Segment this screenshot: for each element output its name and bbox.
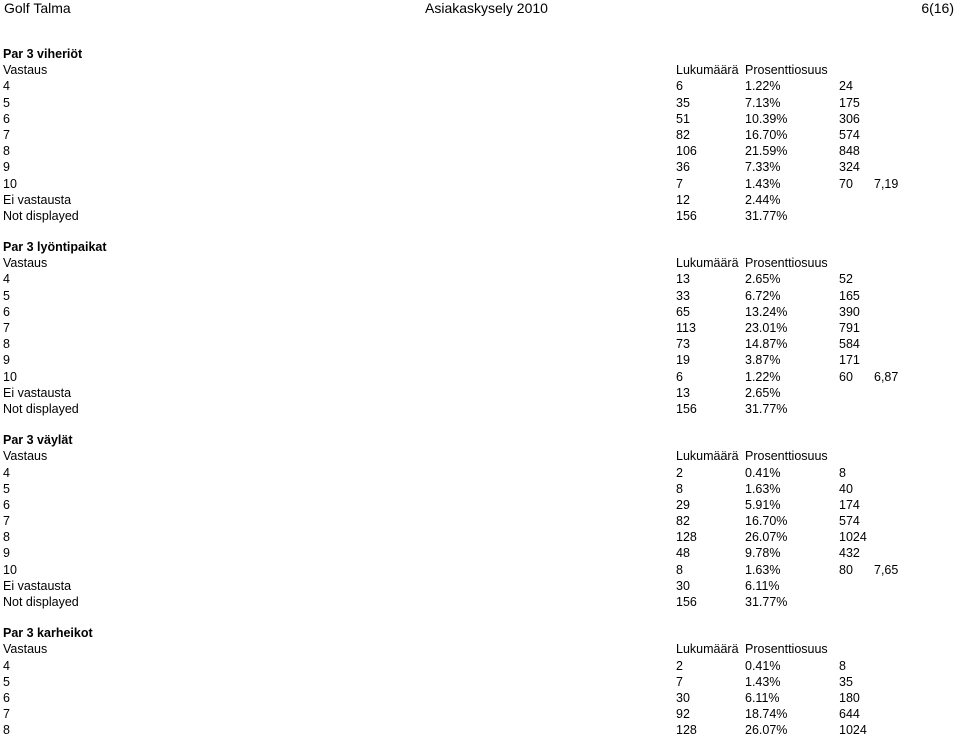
table-row: [0, 465, 960, 481]
answer-label: 6: [3, 304, 10, 319]
answer-count: 29: [676, 497, 690, 512]
column-header-row: [0, 62, 960, 78]
answer-score: 791: [839, 321, 860, 335]
answer-label: 10: [3, 369, 17, 384]
answer-count: 13: [676, 385, 690, 400]
answer-label: 4: [3, 272, 10, 287]
column-header-row: [0, 641, 960, 657]
table-row: [0, 159, 960, 175]
table-row: [0, 722, 960, 738]
answer-percentage: 14.87%: [745, 337, 788, 352]
table-row: [0, 658, 960, 674]
answer-percentage: 23.01%: [745, 321, 788, 335]
section-title-row: [0, 625, 960, 641]
answer-count: 6: [676, 369, 683, 384]
table-row: [0, 127, 960, 143]
answer-label: Not displayed: [3, 595, 79, 609]
answer-percentage: 7.13%: [745, 95, 781, 110]
answer-count: 12: [676, 192, 690, 207]
answer-percentage: 0.41%: [745, 658, 781, 673]
answer-label: 8: [3, 530, 10, 545]
answer-label: Not displayed: [3, 208, 79, 223]
answer-percentage: 26.07%: [745, 723, 788, 738]
answer-percentage: 1.43%: [745, 674, 781, 689]
answer-percentage: 1.43%: [745, 176, 781, 191]
section-title: Par 3 väylät: [3, 433, 73, 448]
table-row: [0, 352, 960, 368]
column-header-lukumaara: Lukumäärä: [676, 63, 739, 78]
column-header-lukumaara: Lukumäärä: [676, 642, 739, 657]
section-title: Par 3 karheikot: [3, 626, 93, 641]
answer-percentage: 6.72%: [745, 288, 781, 303]
answer-count: 73: [676, 337, 690, 352]
answer-count: 30: [676, 578, 690, 593]
header-survey-title: Asiakaskysely 2010: [425, 0, 548, 16]
answer-label: Not displayed: [3, 401, 79, 416]
answer-score: 70: [839, 176, 853, 191]
column-header-prosenttiosuus: Prosenttiosuus: [745, 63, 828, 78]
answer-percentage: 18.74%: [745, 707, 788, 722]
answer-count: 2: [676, 658, 683, 673]
answer-percentage: 31.77%: [745, 208, 788, 223]
answer-percentage: 3.87%: [745, 353, 781, 368]
answer-score: 52: [839, 272, 853, 287]
answer-percentage: 31.77%: [745, 401, 788, 416]
answer-percentage: 2.65%: [745, 385, 781, 400]
answer-count: 92: [676, 707, 690, 722]
answer-count: 156: [676, 595, 697, 609]
column-header-lukumaara: Lukumäärä: [676, 449, 739, 464]
answer-score: 35: [839, 674, 853, 689]
answer-count: 128: [676, 723, 697, 738]
answer-score: 60: [839, 369, 853, 384]
table-row: [0, 529, 960, 545]
answer-count: 48: [676, 546, 690, 561]
answer-count: 2: [676, 465, 683, 480]
answer-label: 5: [3, 481, 10, 496]
average-value: 7,65: [874, 562, 899, 577]
answer-label: 5: [3, 95, 10, 110]
answer-count: 65: [676, 304, 690, 319]
answer-label: 7: [3, 127, 10, 142]
answer-percentage: 1.63%: [745, 481, 781, 496]
section-title: Par 3 viheriöt: [3, 47, 83, 61]
column-header-vastaus: Vastaus: [3, 256, 48, 271]
answer-count: 82: [676, 127, 690, 142]
answer-label: 10: [3, 562, 17, 577]
answer-count: 8: [676, 481, 683, 496]
table-row: [0, 288, 960, 304]
answer-percentage: 1.63%: [745, 562, 781, 577]
answer-label: 5: [3, 674, 10, 689]
column-header-vastaus: Vastaus: [3, 63, 48, 78]
answer-count: 128: [676, 530, 697, 545]
section-title-row: [0, 239, 960, 255]
answer-score: 40: [839, 481, 853, 496]
answer-count: 113: [676, 321, 696, 335]
table-row: [0, 176, 960, 192]
answer-count: 36: [676, 160, 690, 175]
survey-sheet: [0, 46, 960, 754]
answer-percentage: 6.11%: [745, 578, 780, 593]
column-header-row: [0, 255, 960, 271]
answer-count: 13: [676, 272, 690, 287]
answer-count: 6: [676, 79, 683, 94]
answer-percentage: 31.77%: [745, 595, 788, 609]
answer-score: 165: [839, 288, 860, 303]
answer-score: 1024: [839, 530, 867, 545]
answer-count: 8: [676, 562, 683, 577]
table-row: [0, 497, 960, 513]
answer-score: 174: [839, 497, 860, 512]
answer-percentage: 5.91%: [745, 497, 781, 512]
table-row: [0, 369, 960, 385]
table-row: [0, 690, 960, 706]
column-header-prosenttiosuus: Prosenttiosuus: [745, 256, 828, 271]
answer-score: 175: [839, 95, 860, 110]
answer-percentage: 0.41%: [745, 465, 781, 480]
answer-score: 1024: [839, 723, 867, 738]
answer-label: 6: [3, 497, 10, 512]
answer-label: 7: [3, 514, 10, 529]
answer-score: 390: [839, 304, 860, 319]
table-row: [0, 111, 960, 127]
table-row: [0, 401, 960, 417]
answer-label: Ei vastausta: [3, 385, 72, 400]
answer-percentage: 13.24%: [745, 304, 788, 319]
answer-label: 8: [3, 723, 10, 738]
answer-label: 7: [3, 707, 10, 722]
table-row: [0, 320, 960, 336]
survey-section: [0, 239, 960, 417]
answer-label: 7: [3, 321, 10, 335]
column-header-lukumaara: Lukumäärä: [676, 256, 739, 271]
table-row: [0, 594, 960, 610]
answer-score: 574: [839, 514, 860, 529]
answer-label: 8: [3, 337, 10, 352]
answer-label: 4: [3, 465, 10, 480]
table-row: [0, 143, 960, 159]
answer-score: 584: [839, 337, 860, 352]
answer-label: 10: [3, 176, 17, 191]
answer-percentage: 16.70%: [745, 514, 788, 529]
answer-label: 9: [3, 160, 10, 175]
table-row: [0, 336, 960, 352]
average-value: 7,19: [874, 176, 899, 191]
table-row: [0, 545, 960, 561]
column-header-vastaus: Vastaus: [3, 449, 48, 464]
table-row: [0, 192, 960, 208]
table-row: [0, 78, 960, 94]
survey-section: [0, 432, 960, 610]
column-header-vastaus: Vastaus: [3, 642, 48, 657]
answer-label: 5: [3, 288, 10, 303]
answer-percentage: 7.33%: [745, 160, 781, 175]
answer-score: 8: [839, 658, 846, 673]
answer-count: 156: [676, 401, 697, 416]
answer-percentage: 1.22%: [745, 369, 781, 384]
answer-count: 33: [676, 288, 690, 303]
answer-label: 6: [3, 690, 10, 705]
average-value: 6,87: [874, 369, 899, 384]
table-row: [0, 385, 960, 401]
table-row: [0, 481, 960, 497]
answer-score: 8: [839, 465, 846, 480]
answer-score: 171: [839, 353, 860, 368]
answer-percentage: 2.65%: [745, 272, 781, 287]
answer-count: 51: [676, 111, 690, 126]
header-company: Golf Talma: [4, 0, 71, 16]
answer-count: 19: [676, 353, 690, 368]
table-row: [0, 271, 960, 287]
section-title-row: [0, 432, 960, 448]
answer-label: 4: [3, 658, 10, 673]
answer-label: 6: [3, 111, 10, 126]
answer-percentage: 10.39%: [745, 111, 788, 126]
answer-percentage: 9.78%: [745, 546, 781, 561]
section-title-row: [0, 46, 960, 62]
table-row: [0, 513, 960, 529]
answer-count: 7: [676, 176, 683, 191]
survey-section: [0, 625, 960, 738]
answer-score: 24: [839, 79, 853, 94]
column-header-prosenttiosuus: Prosenttiosuus: [745, 642, 828, 657]
column-header-row: [0, 448, 960, 464]
answer-label: Ei vastausta: [3, 578, 72, 593]
answer-count: 7: [676, 674, 683, 689]
answer-percentage: 1.22%: [745, 79, 781, 94]
answer-count: 156: [676, 208, 697, 223]
answer-count: 30: [676, 690, 690, 705]
answer-count: 106: [676, 144, 697, 159]
answer-percentage: 21.59%: [745, 144, 788, 159]
answer-percentage: 6.11%: [745, 690, 780, 705]
answer-count: 82: [676, 514, 690, 529]
answer-percentage: 16.70%: [745, 127, 788, 142]
answer-label: 8: [3, 144, 10, 159]
answer-score: 306: [839, 111, 860, 126]
column-header-prosenttiosuus: Prosenttiosuus: [745, 449, 828, 464]
answer-score: 574: [839, 127, 860, 142]
table-row: [0, 304, 960, 320]
answer-label: 4: [3, 79, 10, 94]
header-page-number: 6(16): [921, 0, 954, 16]
page-header: [0, 0, 960, 16]
answer-score: 324: [839, 160, 860, 175]
table-row: [0, 674, 960, 690]
table-row: [0, 578, 960, 594]
table-row: [0, 208, 960, 224]
survey-section: [0, 46, 960, 224]
table-row: [0, 95, 960, 111]
answer-label: 9: [3, 546, 10, 561]
answer-score: 180: [839, 690, 860, 705]
section-title: Par 3 lyöntipaikat: [3, 240, 107, 255]
answer-label: Ei vastausta: [3, 192, 72, 207]
answer-score: 80: [839, 562, 853, 577]
table-row: [0, 562, 960, 578]
answer-score: 432: [839, 546, 860, 561]
answer-score: 644: [839, 707, 860, 722]
answer-count: 35: [676, 95, 690, 110]
table-row: [0, 706, 960, 722]
answer-percentage: 2.44%: [745, 192, 781, 207]
answer-score: 848: [839, 144, 860, 159]
answer-percentage: 26.07%: [745, 530, 788, 545]
answer-label: 9: [3, 353, 10, 368]
